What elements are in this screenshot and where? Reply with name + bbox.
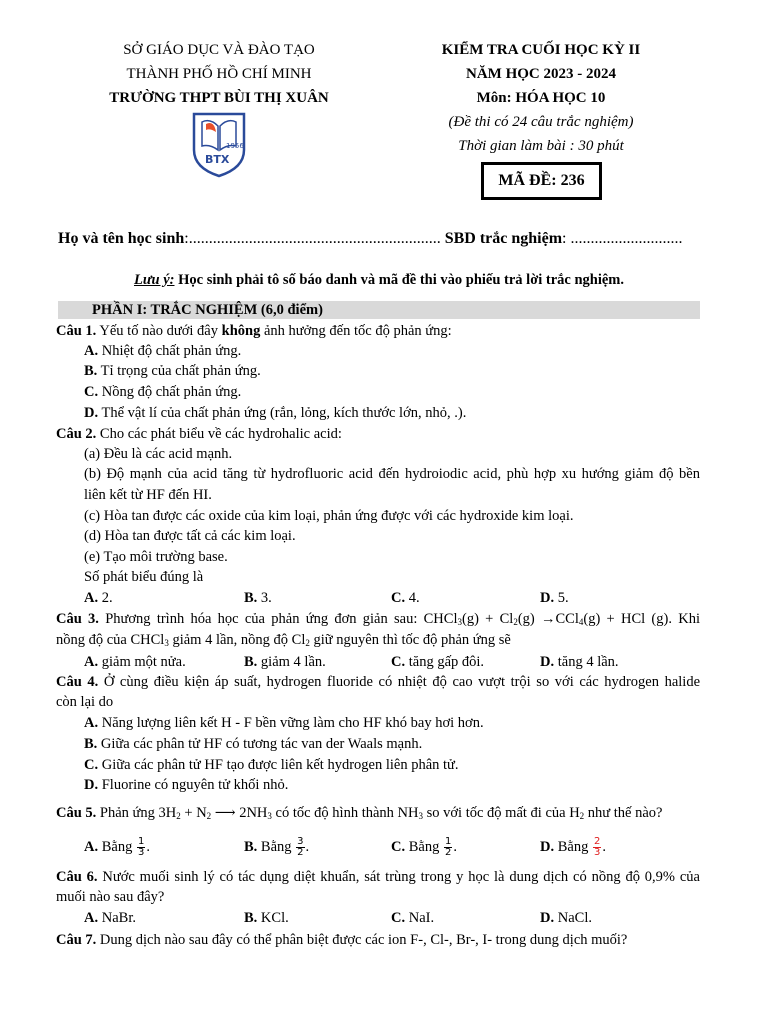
answer-option (84, 361, 261, 381)
answer-option (84, 341, 241, 361)
question-6-cont: muối nào sau đây? (56, 889, 165, 905)
student-info-line (58, 228, 682, 250)
section-header (58, 301, 700, 319)
answer-option (84, 734, 422, 754)
question-text: Yếu tố nào dưới đây (96, 323, 222, 339)
subscript: 3 (457, 617, 462, 627)
option-text: Bằng (98, 839, 136, 855)
subscript: 2 (176, 811, 181, 821)
notice (58, 270, 700, 290)
option-key: D. (84, 777, 99, 793)
question-6 (56, 867, 700, 887)
subscript: 4 (578, 617, 584, 627)
fraction-numerator: 2 (593, 836, 601, 848)
answer-option (540, 588, 569, 608)
answer-option (84, 755, 459, 775)
answer-option (84, 908, 136, 928)
option-text: KCl. (257, 910, 289, 926)
department-name: SỞ GIÁO DỤC VÀ ĐÀO TẠO (123, 42, 315, 58)
statement: (e) Tạo môi trường base. (84, 549, 228, 565)
question-emphasis: không (221, 323, 261, 339)
option-key: D. (540, 654, 555, 670)
question-label: Câu 2. (56, 426, 97, 442)
fraction (444, 837, 452, 858)
option-text: Giữa các phân tử HF tạo được liên kết hydrogen liên phân tử. (98, 757, 459, 773)
answer-options-row (84, 588, 700, 608)
school-logo (190, 110, 248, 178)
option-text: Thể vật lí của chất phản ứng (rắn, lỏng, kích thước lớn, nhỏ, .). (98, 405, 467, 421)
question-label: Câu 5. (56, 805, 97, 821)
option-key: B. (244, 654, 258, 670)
answer-option (391, 833, 457, 861)
notice-text: Học sinh phải tô số báo danh và mã đề thi vào phiếu trả lời trắc nghiệm. (174, 272, 625, 288)
question-3-cont (56, 630, 511, 650)
statement: (a) Đều là các acid mạnh. (84, 446, 233, 462)
statement: (d) Hòa tan được tất cả các kim loại. (84, 528, 296, 544)
subscript: 3 (267, 811, 272, 821)
option-key: D. (540, 910, 555, 926)
header-right (408, 38, 674, 158)
question-1 (56, 321, 452, 341)
option-text: NaCl. (554, 910, 592, 926)
option-key: D. (540, 590, 555, 606)
fraction-denominator: 2 (444, 847, 452, 859)
question-label: Câu 4. (56, 674, 99, 690)
exam-note: (Đề thi có 24 câu trắc nghiệm) (448, 114, 634, 130)
fraction-highlighted (593, 837, 601, 858)
question-text: + N (180, 805, 207, 821)
answer-option (244, 908, 289, 928)
option-key: D. (540, 839, 555, 855)
question-label: Câu 1. (56, 323, 97, 339)
option-text: Nhiệt độ chất phản ứng. (98, 343, 242, 359)
option-text: 2. (98, 590, 113, 606)
option-text: . (305, 839, 310, 855)
sbd-label: SBD trắc nghiệm (444, 230, 563, 247)
option-key: C. (391, 590, 406, 606)
question-text: nồng độ của CHCl (56, 632, 165, 648)
school-year: NĂM HỌC 2023 - 2024 (466, 66, 616, 82)
subscript: 2 (579, 811, 585, 821)
question-text: ảnh hưởng đến tốc độ phản ứng: (260, 323, 452, 339)
answer-option (84, 382, 241, 402)
option-text: . (453, 839, 457, 855)
option-key: A. (84, 590, 99, 606)
question-text: (g) →CCl (517, 611, 579, 627)
student-name-label: Họ và tên học sinh (58, 230, 185, 247)
question-text: Nước muối sinh lý có tác dụng diệt khuẩn, sát trùng trong y học là dung dịch có nồng độ 0,9% của (97, 869, 700, 885)
question-4-cont: còn lại do (56, 694, 114, 710)
question-text: Phản ứng 3H (96, 805, 177, 821)
fraction (296, 837, 304, 858)
question-4 (56, 672, 700, 692)
option-text: Giữa các phân tử HF có tương tác van der Waals mạnh. (97, 736, 423, 752)
option-text: Tỉ trọng của chất phản ứng. (97, 363, 261, 379)
notice-label: Lưu ý: (133, 272, 175, 288)
question-text: so với tốc độ mất đi của H (423, 805, 580, 821)
answer-option (84, 652, 186, 672)
question-text: Ở cùng điều kiện áp suất, hydrogen fluoride có nhiệt độ cao vượt trội so với các hydrogen halide (98, 674, 701, 690)
option-text: tăng 4 lần. (554, 654, 619, 670)
statement: (b) Độ mạnh của acid tăng từ hydrofluoric acid đến hydroiodic acid, phù hợp xu hướng giảm độ bền (84, 466, 700, 482)
question-5 (56, 803, 663, 823)
answer-option (244, 652, 326, 672)
option-text: Bằng (554, 839, 592, 855)
fraction-numerator: 3 (297, 836, 304, 848)
subject: Môn: HÓA HỌC 10 (476, 90, 606, 106)
question-text: giữ nguyên thì tốc độ phản ứng sẽ (309, 632, 511, 648)
option-key: B. (84, 736, 98, 752)
option-key: A. (84, 910, 99, 926)
statement: liên kết từ HF đến HI. (84, 487, 212, 503)
question-2 (56, 424, 342, 444)
option-text: tăng gấp đôi. (405, 654, 485, 670)
answer-options-row (84, 833, 700, 861)
statement: Số phát biểu đúng là (84, 569, 204, 585)
option-text: 5. (554, 590, 569, 606)
exam-time: Thời gian làm bài : 30 phút (458, 138, 624, 154)
option-text: Bằng (405, 839, 443, 855)
option-text: Nồng độ chất phản ứng. (98, 384, 242, 400)
logo-text: BTX (205, 153, 230, 166)
option-text: giảm một nửa. (98, 654, 186, 670)
option-key: B. (244, 839, 258, 855)
option-key: A. (84, 343, 99, 359)
fraction-denominator: 2 (297, 847, 304, 859)
answer-option (540, 833, 606, 861)
question-text: ⟶ 2NH (211, 805, 268, 821)
school-name: TRƯỜNG THPT BÙI THỊ XUÂN (109, 90, 329, 106)
option-text: . (602, 839, 606, 855)
fraction-denominator: 3 (137, 847, 145, 859)
option-text: Fluorine có nguyên tử khối nhỏ. (98, 777, 289, 793)
option-text: Bằng (257, 839, 296, 855)
answer-option (540, 908, 592, 928)
header-left (80, 38, 358, 110)
option-key: A. (84, 839, 99, 855)
answer-option (540, 652, 619, 672)
exam-code: MÃ ĐỀ: 236 (498, 172, 585, 189)
section-title: PHẦN I: TRẮC NGHIỆM (6,0 điểm) (92, 302, 323, 318)
fraction-numerator: 1 (444, 836, 452, 848)
exam-title: KIỂM TRA CUỐI HỌC KỲ II (441, 42, 641, 58)
answer-option (244, 588, 272, 608)
fraction (137, 837, 145, 858)
option-key: A. (84, 715, 99, 731)
city-name: THÀNH PHỐ HỒ CHÍ MINH (126, 66, 312, 82)
question-text: có tốc độ hình thành NH (271, 805, 419, 821)
question-text: giảm 4 lần, nồng độ Cl (168, 632, 306, 648)
option-key: C. (84, 757, 99, 773)
subscript: 2 (513, 617, 518, 627)
answer-option (84, 403, 466, 423)
option-text: NaBr. (98, 910, 136, 926)
answer-option (84, 588, 113, 608)
option-key: B. (244, 910, 258, 926)
question-label: Câu 3. (56, 611, 99, 627)
option-key: D. (84, 405, 99, 421)
answer-option (391, 908, 434, 928)
answer-option (84, 713, 484, 733)
option-text: giảm 4 lần. (257, 654, 326, 670)
question-text: Phương trình hóa học của phản ứng đơn giản sau: CHCl (98, 611, 458, 627)
option-text: 4. (405, 590, 420, 606)
option-text: NaI. (405, 910, 435, 926)
answer-option (391, 588, 420, 608)
subscript: 3 (418, 811, 423, 821)
answer-option (84, 833, 150, 861)
question-text: Dung dịch nào sau đây có thể phân biệt được các ion F-, Cl-, Br-, I- trong dung dịch muối? (96, 932, 628, 948)
question-text: như thế nào? (584, 805, 663, 821)
question-7 (56, 930, 627, 950)
student-name-dots: :............................................................... (184, 230, 441, 247)
subscript: 2 (206, 811, 212, 821)
question-label: Câu 7. (56, 932, 97, 948)
answer-options-row (84, 652, 700, 672)
question-text: (g) + Cl (461, 611, 514, 627)
answer-options-row (84, 908, 700, 928)
statement: (c) Hòa tan được các oxide của kim loại, phản ứng được với các hydroxide kim loại. (84, 508, 574, 524)
answer-option (84, 775, 288, 795)
sbd-dots: : ............................ (562, 230, 683, 247)
option-key: C. (391, 910, 406, 926)
subscript: 3 (164, 638, 169, 648)
option-key: B. (244, 590, 258, 606)
option-key: C. (84, 384, 99, 400)
option-text: Năng lượng liên kết H - F bền vững làm cho HF khó bay hơi hơn. (98, 715, 484, 731)
answer-option (391, 652, 484, 672)
exam-code-box (481, 162, 602, 200)
option-key: C. (391, 839, 406, 855)
question-text: (g) + HCl (g). Khi (583, 611, 700, 627)
subscript: 2 (305, 638, 310, 648)
fraction-denominator: 3 (593, 847, 601, 859)
option-key: B. (84, 363, 98, 379)
option-text: 3. (257, 590, 272, 606)
question-3 (56, 609, 700, 629)
answer-option (244, 833, 309, 861)
option-key: A. (84, 654, 99, 670)
logo-year: 1956 (226, 142, 244, 150)
question-text: Cho các phát biểu về các hydrohalic acid: (96, 426, 342, 442)
option-text: . (146, 839, 150, 855)
option-key: C. (391, 654, 406, 670)
fraction-numerator: 1 (137, 836, 145, 848)
question-label: Câu 6. (56, 869, 98, 885)
